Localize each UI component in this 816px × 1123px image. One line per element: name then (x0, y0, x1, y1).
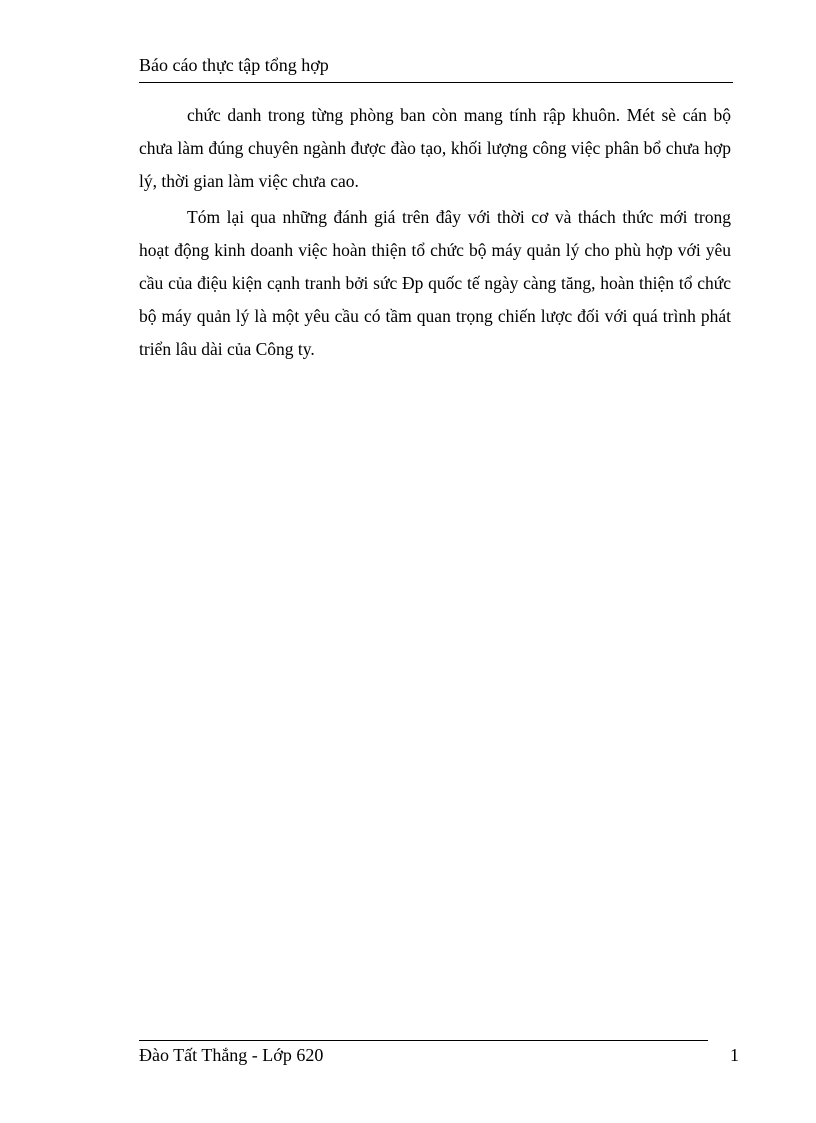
header-title: Báo cáo thực tập tổng hợp (139, 55, 329, 75)
footer-author: Đào Tất Thắng - Lớp 620 (139, 1045, 324, 1065)
page-number: 1 (730, 1045, 739, 1065)
document-body (139, 99, 731, 366)
page-header (139, 52, 733, 83)
page-footer (139, 1040, 739, 1070)
footer-divider (139, 1040, 708, 1041)
paragraph: Tóm lại qua những đánh giá trên đây với thời cơ và thách thức mới trong hoạt động kinh doanh việc hoàn thiện tổ chức bộ máy quản lý cho phù hợp với yêu cầu của điệu kiện cạnh tranh bởi sức Đp quốc tế ngày càng tăng, hoàn thiện tổ chức bộ máy quản lý là một yêu cầu có tầm quan trọng chiến lược đối với quá trình phát triển lâu dài của Công ty. (139, 207, 731, 359)
paragraph: chức danh trong từng phòng ban còn mang tính rập khuôn. Mét sè cán bộ chưa làm đúng chuyên ngành được đào tạo, khối lượng công việc phân bổ chưa hợp lý, thời gian làm việc chưa cao. (139, 105, 731, 191)
